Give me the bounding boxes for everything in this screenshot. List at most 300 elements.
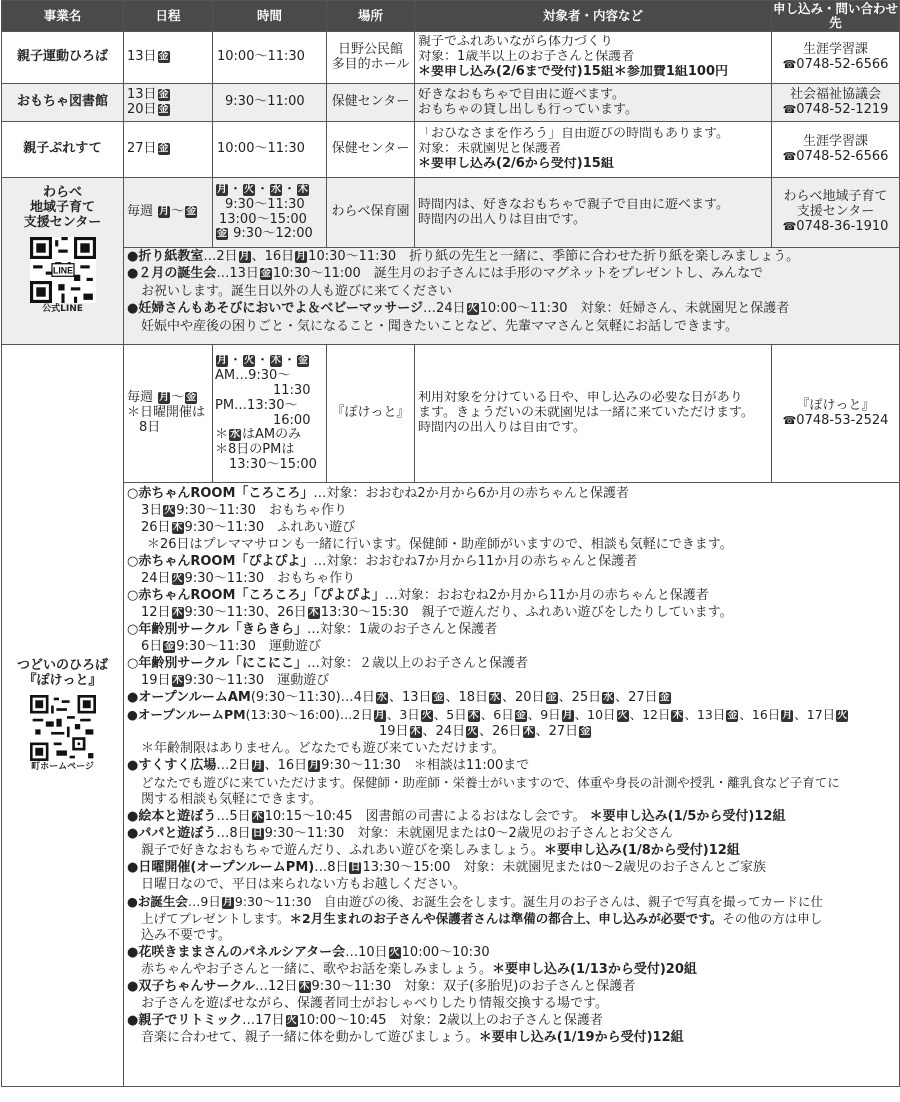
detail-line: 対象：未就園児と保護者 xyxy=(418,142,562,157)
tel-number: 0748-36-1910 xyxy=(796,218,889,234)
row-oyako-undo xyxy=(2,32,900,84)
event-text: 妊娠中や産後の困りごと・気になること・聞きたいことなど、先輩ママさんと気軽にお話しできます。 xyxy=(141,318,738,334)
row-tsudoi xyxy=(2,345,900,483)
day-badge: 金 xyxy=(158,143,169,155)
header-row xyxy=(2,1,900,32)
row-date xyxy=(124,345,213,483)
event-line xyxy=(127,502,899,519)
name-line: 地域子育て xyxy=(29,199,95,215)
event-piyopiyo xyxy=(127,553,899,570)
day-badge: 木 xyxy=(271,354,282,366)
row-contact xyxy=(772,122,900,178)
event-schedule-table xyxy=(1,0,900,1087)
event-text: 9:30～11:30 自由遊びの後、お誕生会をします。誕生月のお子さんは、親子で写真を撮ってカードに仕 xyxy=(234,894,823,909)
row-place: 保健センター xyxy=(327,84,415,122)
event-title: ●親子でリトミック xyxy=(127,1013,243,1028)
row-time: 10:00～11:30 xyxy=(213,32,327,84)
event-birthday xyxy=(127,265,899,282)
event-papa xyxy=(127,825,899,842)
day-badge: 木 xyxy=(523,726,534,737)
event-text: 、17日 xyxy=(794,707,836,722)
name-line: つどいのひろば xyxy=(16,657,108,673)
day-badge: 月 xyxy=(562,710,573,721)
event-text: 9:30～11:30 対象：双子(多胎児)のお子さんと保護者 xyxy=(311,979,636,994)
header-name: 事業名 xyxy=(2,1,124,32)
event-text: 関する相談も気軽にできます。 xyxy=(141,792,322,807)
qr-code-icon[interactable] xyxy=(30,695,96,761)
day-badge: 水 xyxy=(376,692,387,703)
time-line: 9:30～11:30 xyxy=(225,196,305,212)
event-text: 上げてプレゼントします。 xyxy=(141,911,290,926)
event-text: …8日 xyxy=(314,860,349,875)
event-text: 12日 xyxy=(141,605,171,620)
event-text: 19日 xyxy=(379,724,409,739)
row-oyako-purasute xyxy=(2,122,900,178)
day-badge: 金 xyxy=(580,726,591,737)
contact-tel xyxy=(772,220,899,235)
day-badge: 金 xyxy=(217,228,227,240)
day-badge: 金 xyxy=(158,103,169,115)
event-text: …5日 xyxy=(216,809,251,824)
event-origami xyxy=(127,248,899,265)
event-text: 、20日 xyxy=(502,690,545,705)
row-name: 親子ぷれすて xyxy=(2,122,124,178)
row-contact xyxy=(772,32,900,84)
event-text: ＊2月生まれのお子さんや保護者さんは準備の都合上、申し込みが必要です。 xyxy=(289,911,723,926)
phone-icon: ☎ xyxy=(782,102,797,116)
day-badge: 火 xyxy=(244,354,255,366)
phone-icon: ☎ xyxy=(782,219,797,233)
detail-line: 時間内の出入りは自由です。 xyxy=(418,420,586,435)
day-badge: 月 xyxy=(309,760,320,771)
event-text: 、6日 xyxy=(480,707,514,722)
event-text: …対象：おおむね7か月から11か月の赤ちゃんと保護者 xyxy=(313,554,638,569)
day-badge: 金 xyxy=(158,51,169,63)
event-title: ●花咲きままさんのパネルシアター会 xyxy=(127,945,346,960)
event-text: 3日 xyxy=(141,503,163,518)
day-badge: 火 xyxy=(244,183,255,195)
event-text: …12日 xyxy=(254,979,298,994)
event-text: 19日 xyxy=(141,673,171,688)
header-place: 場所 xyxy=(327,1,415,32)
event-line xyxy=(127,910,899,927)
day-badge: 金 xyxy=(260,268,271,280)
phone-icon: ☎ xyxy=(782,413,797,427)
date-text: 13日 xyxy=(127,49,157,65)
row-warabe-events xyxy=(2,248,900,345)
header-time: 時間 xyxy=(213,1,327,32)
event-text: 13:30～15:00 対象：未就園児または0～2歳児のお子さんとご家族 xyxy=(362,860,766,875)
day-badge: 金 xyxy=(158,88,169,100)
date-text: 毎週 xyxy=(127,390,154,406)
day-badge: 木 xyxy=(410,726,421,737)
event-text: 9:30～11:30 ふれあい遊び xyxy=(184,520,356,535)
day-badge: 月 xyxy=(252,760,263,771)
day-badge: 月 xyxy=(222,897,233,908)
event-text: (13:30～16:00)…2日 xyxy=(245,707,373,722)
day-badge: 月 xyxy=(374,710,385,721)
event-ehon xyxy=(127,808,899,825)
event-korokoro-piyopiyo xyxy=(127,587,899,604)
event-line xyxy=(127,672,899,689)
event-text: ＊要申し込み(1/8から受付)12組 xyxy=(544,843,740,858)
row-date xyxy=(124,122,213,178)
event-text: ＊要申し込み(1/19から受付)12組 xyxy=(478,1030,684,1045)
day-badge: 火 xyxy=(172,573,183,584)
place-line: 日野公民館 xyxy=(337,41,403,57)
event-text: 、5日 xyxy=(433,707,467,722)
day-badge: 日 xyxy=(350,862,361,873)
day-badge: 金 xyxy=(727,710,738,721)
event-title: ●双子ちゃんサークル xyxy=(127,979,255,994)
event-text: 、13日 xyxy=(684,707,726,722)
event-nikoniko xyxy=(127,655,899,672)
event-text: 、3日 xyxy=(386,707,420,722)
row-contact xyxy=(772,178,900,248)
day-badge: 木 xyxy=(468,710,479,721)
event-text: 、13日 xyxy=(388,690,432,705)
detail-line: 親子でふれあいながら体力づくり xyxy=(418,35,614,50)
date-text: 13日 xyxy=(127,86,157,102)
event-text: …10日 xyxy=(345,945,388,960)
event-text: 親子で好きなおもちゃで遊んだり、ふれあい遊びを楽しみましょう。 xyxy=(141,843,545,858)
event-line xyxy=(127,604,899,621)
day-badge: 火 xyxy=(837,710,848,721)
day-badge: 木 xyxy=(308,607,319,618)
day-badge: 火 xyxy=(467,303,478,315)
tel-number: 0748-52-1219 xyxy=(796,101,889,117)
row-tsudoi-events xyxy=(2,483,900,1087)
row-time: 10:00～11:30 xyxy=(213,122,327,178)
event-text: 10:30～11:30 折り紙の先生と一緒に、季節に合わせた折り紙を楽しみましょう。 xyxy=(308,249,800,264)
day-badge: 木 xyxy=(298,183,309,195)
contact-dept: 生涯学習課 xyxy=(802,133,868,149)
event-text: 10:15～10:45 図書館の司書によるおはなし会です。 xyxy=(264,809,586,824)
event-text: (9:30～11:30)…4日 xyxy=(250,690,375,705)
event-text: お祝いします。誕生日以外の人も遊びに来てください xyxy=(141,283,452,299)
contact-tel xyxy=(772,58,899,73)
day-badge: 水 xyxy=(603,692,614,703)
qr-caption: 公式LINE xyxy=(42,303,83,314)
day-badge: 木 xyxy=(299,981,310,992)
time-note: ＊8日のPMは xyxy=(215,442,295,458)
tel-number: 0748-52-6566 xyxy=(796,148,889,164)
time-line: 13:00～15:00 xyxy=(219,211,307,227)
event-text: …対象：1歳のお子さんと保護者 xyxy=(306,622,498,637)
event-title: ●折り紙教室 xyxy=(127,249,204,264)
qr-label: LINE xyxy=(52,265,73,276)
detail-line: ＊要申し込み(2/6まで受付)15組＊参加費1組100円 xyxy=(418,64,728,79)
event-futago xyxy=(127,978,899,995)
event-panel xyxy=(127,944,899,961)
day-badge: 木 xyxy=(172,607,183,618)
day-badge: 火 xyxy=(164,505,175,516)
event-text: …17日 xyxy=(242,1013,285,1028)
event-text: …2日 xyxy=(203,249,238,264)
event-text: …8日 xyxy=(216,826,251,841)
day-badge: 金 xyxy=(186,206,197,218)
name-line: 『ぽけっと』 xyxy=(23,672,102,688)
header-detail: 対象者・内容など xyxy=(415,1,772,32)
row-time: 9:30～11:00 xyxy=(213,84,327,122)
event-text: 、10日 xyxy=(574,707,616,722)
phone-icon: ☎ xyxy=(782,149,797,163)
header-contact: 申し込み・問い合わせ先 xyxy=(772,0,898,30)
event-text: …対象：おおむね2か月から6か月の赤ちゃんと保護者 xyxy=(313,486,629,501)
event-text: 、24日 xyxy=(422,724,466,739)
row-detail xyxy=(415,178,772,248)
date-text: 20日 xyxy=(127,101,157,117)
event-text: 13:30～15:30 親子で遊んだり、ふれあい遊びをしたりしています。 xyxy=(320,605,733,620)
event-kirakira xyxy=(127,621,899,638)
event-text: 9:30～11:30 おもちゃ作り xyxy=(184,571,356,586)
event-text: …13日 xyxy=(216,266,259,282)
detail-line: 利用対象を分けている日や、申し込みの必要な日があり xyxy=(418,391,743,406)
time-note: 13:30～15:00 xyxy=(229,457,317,473)
event-text: …対象：おおむね2か月から11か月の赤ちゃんと保護者 xyxy=(384,588,709,603)
event-text: 、16日 xyxy=(251,249,295,264)
event-text: 、26日 xyxy=(479,724,522,739)
event-title: ○赤ちゃんROOM「ころころ」「ぴよぴよ」 xyxy=(127,588,385,603)
place-line: 多目的ホール xyxy=(331,56,410,72)
phone-icon: ☎ xyxy=(782,57,797,71)
event-text: 10:30～11:00 誕生月のお子さんには手形のマグネットをプレゼントし、みんなで xyxy=(272,266,764,282)
day-badge: 金 xyxy=(433,692,444,703)
day-badge: 木 xyxy=(672,710,683,721)
row-detail xyxy=(415,345,772,483)
contact-dept: 支援センター xyxy=(796,204,875,220)
row-name xyxy=(2,345,124,1087)
day-badge: 月 xyxy=(782,710,793,721)
day-badge: 火 xyxy=(467,726,478,737)
time-line: 9:30～12:00 xyxy=(233,226,313,242)
detail-line: 時間内の出入りは自由です。 xyxy=(418,212,586,227)
time-line: 11:30 xyxy=(273,382,311,398)
event-text: 6日 xyxy=(141,639,163,654)
date-note: ＊日曜開催は xyxy=(127,405,206,421)
detail-line: 好きなおもちゃで自由に遊べます。 xyxy=(418,87,625,102)
day-badge: 金 xyxy=(515,710,526,721)
event-title: ●オープンルームAM xyxy=(127,690,251,705)
event-title: ●お誕生会 xyxy=(127,894,188,909)
detail-line: おもちゃの貸し出しも行っています。 xyxy=(418,102,638,117)
row-date xyxy=(124,178,213,248)
event-text: 、16日 xyxy=(739,707,781,722)
row-date xyxy=(124,32,213,84)
name-line: 支援センター xyxy=(23,214,102,230)
event-text: 、16日 xyxy=(264,758,308,773)
event-line xyxy=(127,570,899,587)
date-note: 8日 xyxy=(139,419,161,435)
detail-line: ます。きょうだいの未就園児は一緒に来ていただけます。 xyxy=(418,406,754,421)
event-text: 、27日 xyxy=(615,690,658,705)
day-badge: 火 xyxy=(286,1015,297,1026)
header-date: 日程 xyxy=(124,1,213,32)
day-badge: 水 xyxy=(230,429,241,441)
event-text: …9日 xyxy=(187,894,221,909)
row-detail xyxy=(415,122,772,178)
event-text: 、18日 xyxy=(445,690,489,705)
time-line: 16:00 xyxy=(273,412,311,428)
contact-dept: 『ぽけっと』 xyxy=(796,397,875,413)
event-line xyxy=(127,842,899,859)
event-title: ○年齢別サークル「にこにこ」 xyxy=(127,656,307,671)
day-badge: 金 xyxy=(186,392,197,404)
day-badge: 月 xyxy=(159,392,170,404)
event-text: 9:30～11:30 運動遊び xyxy=(184,673,330,688)
event-text: 、25日 xyxy=(558,690,602,705)
row-place: 『ぽけっと』 xyxy=(327,345,415,483)
event-title: ●絵本と遊ぼう xyxy=(127,809,217,824)
event-text: お子さんを遊ばせながら、保護者同士がおしゃべりしたり情報交換する場です。 xyxy=(141,996,608,1011)
event-text: 音楽に合わせて、親子一緒に体を動かして遊びましょう。 xyxy=(141,1030,479,1045)
day-badge: 金 xyxy=(659,692,670,703)
row-date xyxy=(124,84,213,122)
row-name: おもちゃ図書館 xyxy=(2,84,124,122)
qr-caption: 町ホームページ xyxy=(31,761,94,772)
event-text: 10:00～11:30 対象：妊婦さん、未就園児と保護者 xyxy=(479,301,790,317)
event-text: 9:30～11:30 対象：未就園児または0～2歳児のお子さんとお父さん xyxy=(264,826,673,841)
event-text: 26日 xyxy=(141,520,171,535)
event-line xyxy=(127,638,899,655)
event-text: 9:30～11:30 おもちゃ作り xyxy=(176,503,347,518)
detail-line: 対象：1歳半以上のお子さんと保護者 xyxy=(418,50,635,65)
event-title: ●パパと遊ぼう xyxy=(127,826,217,841)
contact-dept: 社会福祉協議会 xyxy=(789,86,881,102)
time-line: PM…13:30～ xyxy=(215,397,298,413)
day-badge: 月 xyxy=(217,183,227,195)
name-line: わらべ xyxy=(42,185,82,200)
event-open-pm xyxy=(127,706,899,723)
event-text: 9:30～11:30、26日 xyxy=(184,605,307,620)
row-time: 月 ・ 火 ・ 水 ・ 木 9:30～11:30 13:00～15:00 金 9:30～12:00 xyxy=(213,178,327,248)
event-text: 24日 xyxy=(141,571,171,586)
event-title: ○赤ちゃんROOM「ころころ」 xyxy=(127,486,314,501)
day-badge: 日 xyxy=(252,828,263,839)
day-badge: 水 xyxy=(490,692,501,703)
contact-tel xyxy=(772,150,899,165)
time-line: AM…9:30～ xyxy=(215,367,291,383)
day-badge: 火 xyxy=(617,710,628,721)
event-text: 、12日 xyxy=(629,707,671,722)
detail-line: ＊要申し込み(2/6から受付)15組 xyxy=(418,156,614,171)
event-text: …対象：２歳以上のお子さんと保護者 xyxy=(306,656,528,671)
contact-tel xyxy=(772,103,899,118)
day-badge: 金 xyxy=(164,641,175,652)
event-text: 9:30～11:30 ＊相談は11:00まで xyxy=(321,758,530,773)
date-text: 毎週 xyxy=(127,204,154,220)
day-badge: 火 xyxy=(421,710,432,721)
event-text: 、9日 xyxy=(527,707,561,722)
day-badge: 月 xyxy=(217,354,227,366)
event-line xyxy=(127,723,899,740)
event-text: その他の方は申し xyxy=(722,911,823,926)
row-place xyxy=(327,32,415,84)
tsudoi-events xyxy=(124,483,900,1087)
event-title: ●２月の誕生会 xyxy=(127,266,217,282)
event-title: ○赤ちゃんROOM「ぴよぴよ」 xyxy=(127,554,314,569)
date-sep: ～ xyxy=(171,390,185,406)
event-title: ●すくすく広場 xyxy=(127,758,217,773)
qr-code-icon[interactable] xyxy=(30,237,96,303)
row-name xyxy=(2,178,124,345)
day-badge: 月 xyxy=(296,251,307,262)
event-text: ＊要申し込み(1/5から受付)12組 xyxy=(589,809,786,824)
tel-number: 0748-53-2524 xyxy=(796,412,889,428)
row-place: わらべ保育園 xyxy=(327,178,415,248)
row-contact xyxy=(772,345,900,483)
event-title: ●妊婦さんもあそびにおいでよ＆ベビーマッサージ xyxy=(127,301,424,317)
event-note: ＊26日はプレママサロンも一緒に行います。保健師・助産師がいますので、相談も気軽にできます。 xyxy=(147,537,733,552)
event-text: 9:30～11:30 運動遊び xyxy=(176,639,321,654)
day-badge: 火 xyxy=(389,947,400,958)
tel-number: 0748-52-6566 xyxy=(796,56,889,72)
event-text: 10:00～10:45 対象：2歳以上のお子さんと保護者 xyxy=(298,1013,603,1028)
event-text: 10:00～10:30 xyxy=(401,945,490,960)
event-title: ○年齢別サークル「きらきら」 xyxy=(127,622,307,637)
event-title: ●日曜開催(オープンルームPM) xyxy=(127,860,315,875)
date-text: 27日 xyxy=(127,141,157,157)
event-line xyxy=(127,961,899,978)
warabe-events xyxy=(124,248,900,345)
row-detail xyxy=(415,32,772,84)
row-place: 保健センター xyxy=(327,122,415,178)
event-text: 赤ちゃんやお子さんと一緒に、歌やお話を楽しみましょう。 xyxy=(141,962,493,977)
event-text: どなたでも遊びに来ていただけます。保健師・助産師・栄養士がいますので、体重や身長の計測や授乳・離乳食など子育てに xyxy=(141,775,840,790)
row-detail xyxy=(415,84,772,122)
event-text: 日曜日なので、平日は来られない方もお越しください。 xyxy=(141,877,466,892)
day-badge: 水 xyxy=(271,183,282,195)
event-sunday xyxy=(127,859,899,876)
row-time: 月 ・ 火 ・ 木 ・ 金 AM…9:30～ 11:30 PM…13:30～ 16:00 ＊ 水 はAMのみ ＊8日のPMは 13:30～15:00 xyxy=(213,345,327,483)
detail-line: 「おひなさまを作ろう」自由遊びの時間もあります。 xyxy=(418,127,729,142)
event-rhythmic xyxy=(127,1012,899,1029)
event-line xyxy=(127,519,899,536)
event-text: …24日 xyxy=(423,301,466,317)
detail-line: 時間内は、好きなおもちゃで親子で自由に遊べます。 xyxy=(418,197,729,212)
time-note: はAMのみ xyxy=(242,427,302,443)
event-text: …2日 xyxy=(216,758,251,773)
event-text: ＊要申し込み(1/13から受付)20組 xyxy=(492,962,697,977)
row-name: 親子運動ひろば xyxy=(2,32,124,84)
contact-tel xyxy=(772,414,899,429)
date-sep: ～ xyxy=(171,204,185,220)
event-text: 、27日 xyxy=(535,724,579,739)
contact-dept: わらべ地域子育て xyxy=(783,189,888,205)
contact-dept: 生涯学習課 xyxy=(802,41,868,57)
event-title: ●オープンルームPM xyxy=(127,707,246,722)
day-badge: 木 xyxy=(172,522,183,533)
event-line xyxy=(127,1029,899,1046)
event-open-am xyxy=(127,689,899,706)
day-badge: 月 xyxy=(159,206,170,218)
day-badge: 金 xyxy=(546,692,557,703)
event-pregnant xyxy=(127,300,899,317)
time-note: ＊ xyxy=(215,427,229,443)
event-korokoro xyxy=(127,485,899,502)
day-badge: 月 xyxy=(239,251,250,262)
event-text: 込み不要です。 xyxy=(141,928,231,943)
event-tanjokai xyxy=(127,893,899,910)
day-badge: 木 xyxy=(172,675,183,686)
row-omocha xyxy=(2,84,900,122)
event-note: ＊年齢制限はありません。どなたでも遊び来ていただけます。 xyxy=(141,741,505,756)
row-warabe xyxy=(2,178,900,248)
day-badge: 金 xyxy=(298,354,309,366)
day-badge: 木 xyxy=(252,811,263,822)
event-sukusuku xyxy=(127,757,899,774)
row-contact xyxy=(772,84,900,122)
